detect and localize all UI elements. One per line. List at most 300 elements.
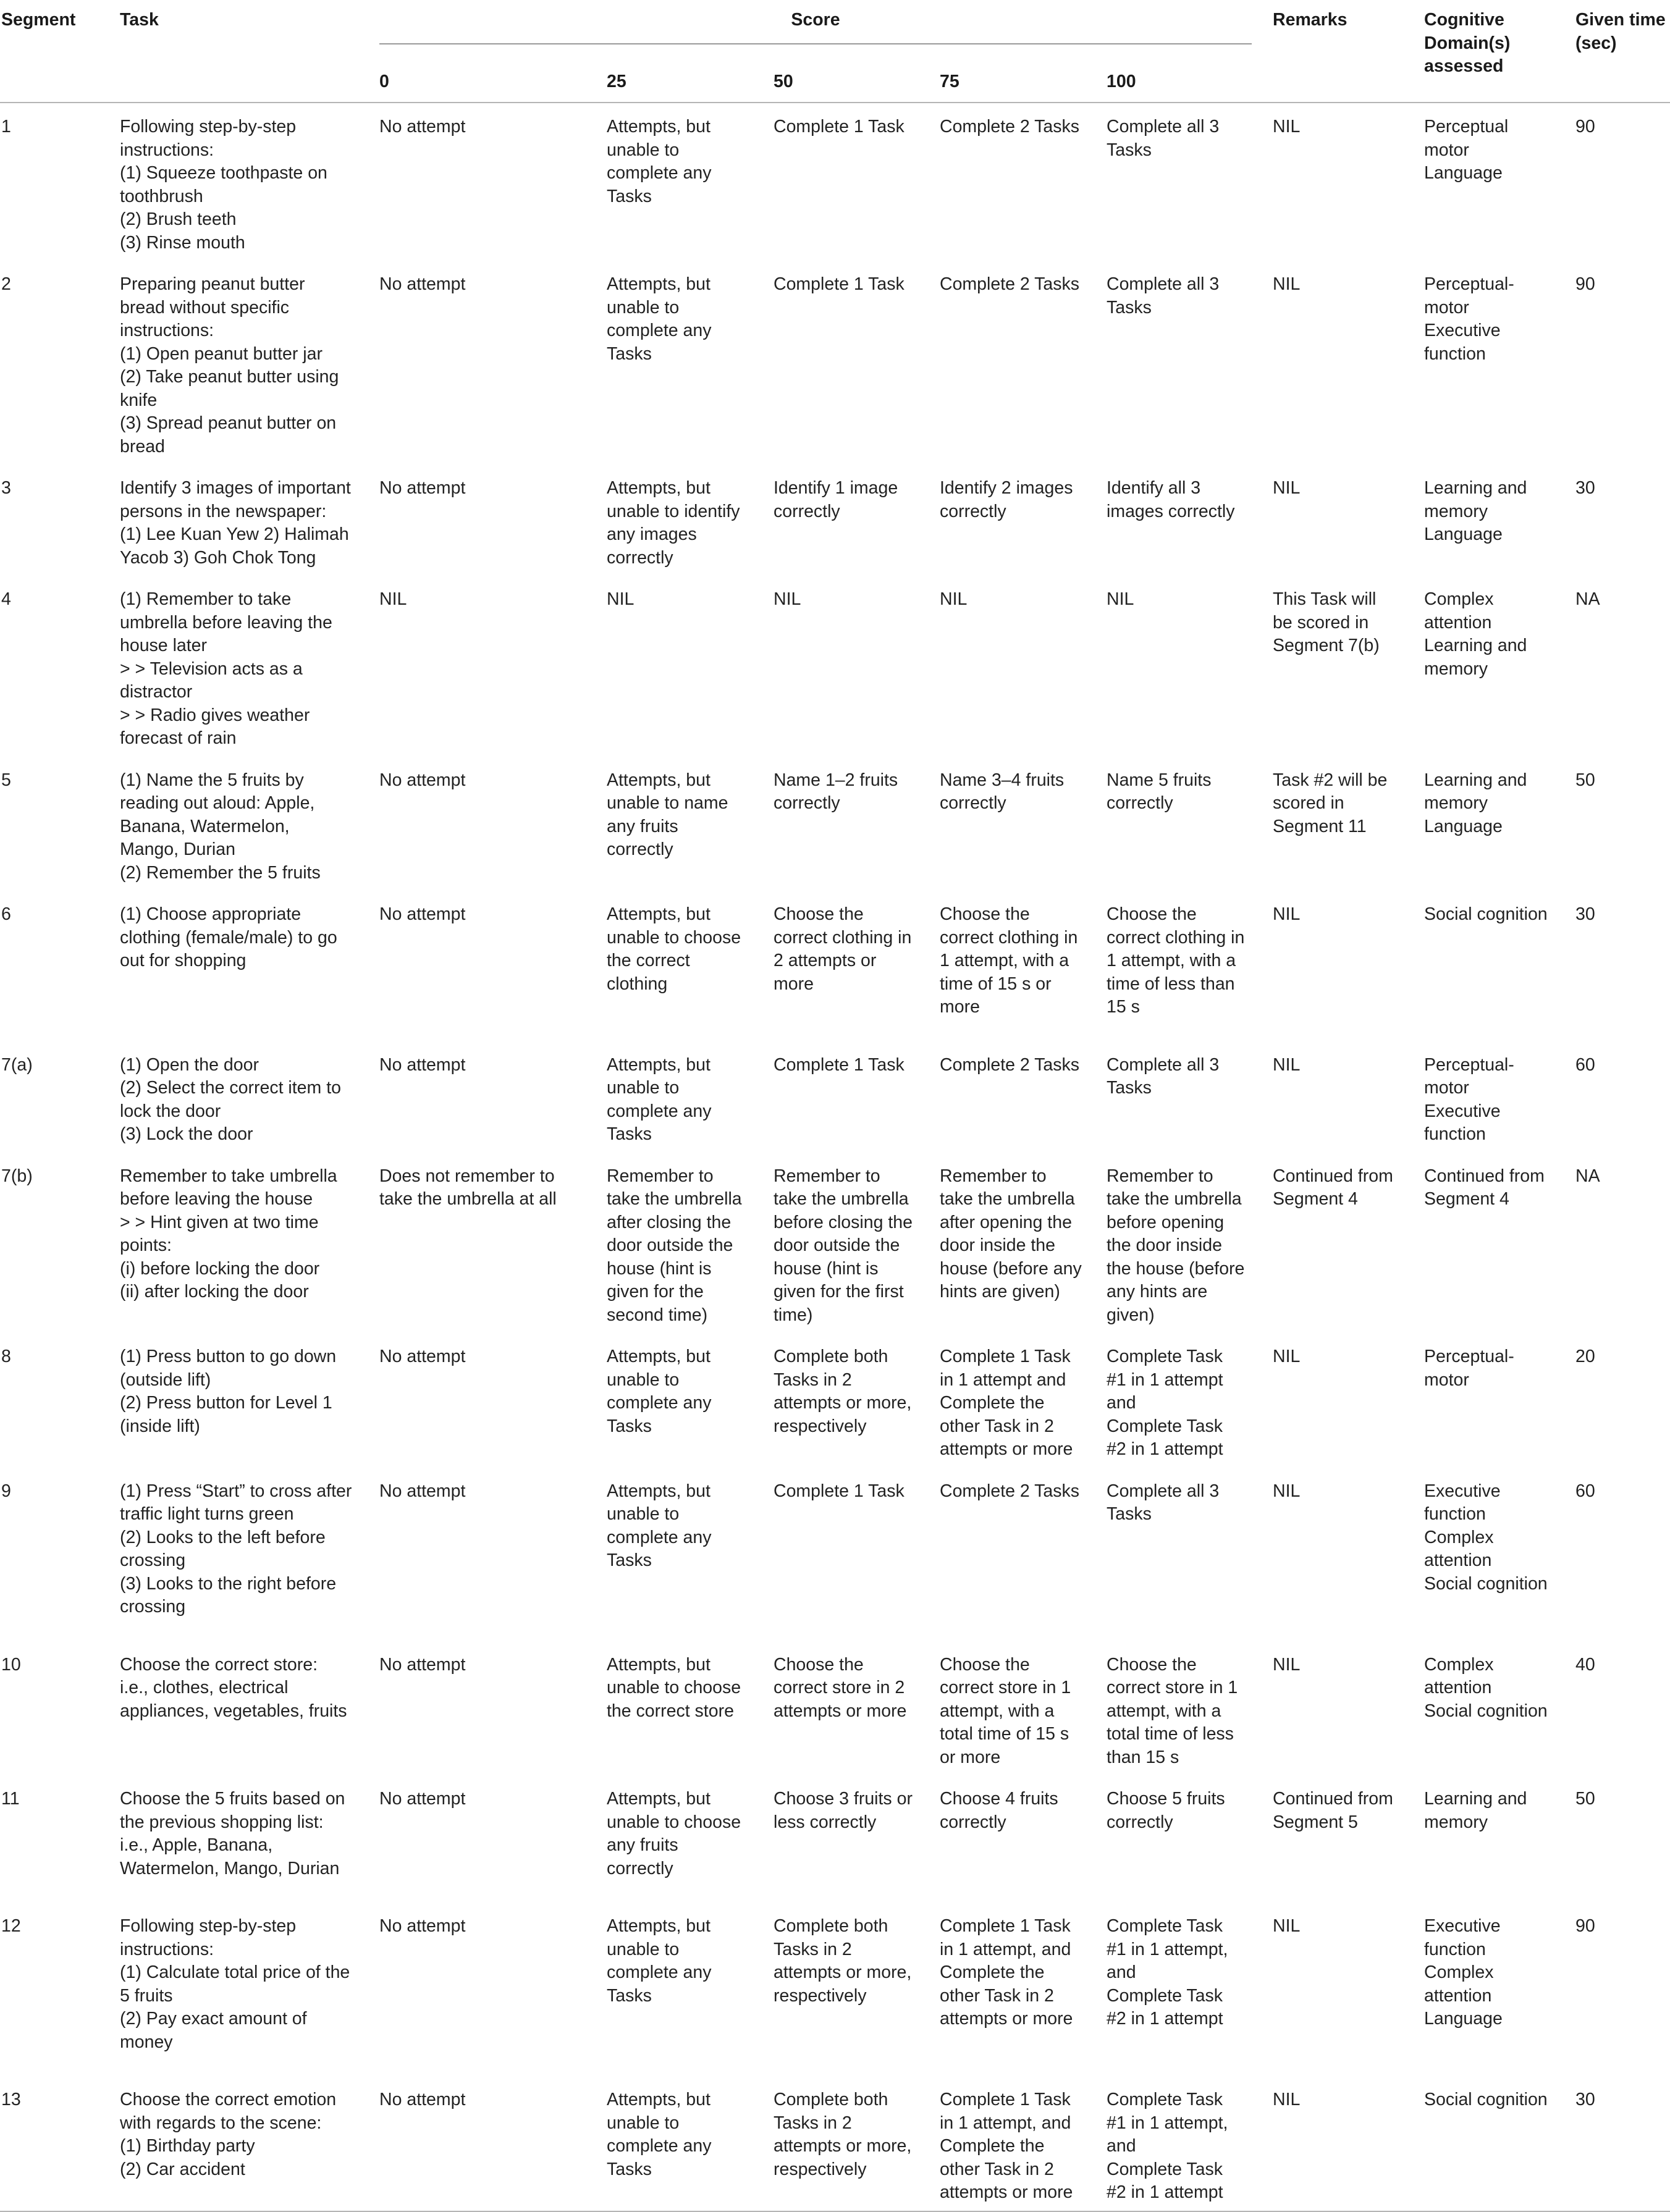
table-row	[0, 261, 1670, 465]
cell-score-25	[607, 103, 774, 261]
cell-score-75-text: NIL	[940, 589, 968, 609]
cell-given-time-text: 30	[1575, 904, 1595, 924]
cell-given-time	[1575, 757, 1670, 891]
cell-given-time	[1575, 1153, 1670, 1334]
cell-score-0	[379, 1468, 607, 1641]
cell-remarks-text: This Task will be scored in Segment 7(b)	[1273, 589, 1380, 655]
cell-score-75	[940, 1903, 1107, 2076]
cell-given-time-text: NA	[1575, 589, 1600, 609]
cell-cognitive-domain-text: Learning and memory	[1424, 1789, 1527, 1832]
cell-segment-text: 1	[1, 117, 11, 137]
cell-score-50	[774, 1333, 940, 1468]
cell-score-25	[607, 1041, 774, 1153]
cell-score-50-text: Choose 3 fruits or less correctly	[774, 1789, 913, 1832]
cell-segment	[0, 103, 120, 261]
table-row	[0, 1153, 1670, 1334]
cell-task-text: (1) Press “Start” to cross after traffic light turns green (2) Looks to the left before crossing (3) Looks to the right before crossing	[120, 1481, 352, 1617]
cell-score-50	[774, 1041, 940, 1153]
header-cognitive-domain: Cognitive Domain(s) assessed	[1424, 10, 1511, 76]
cell-score-100	[1107, 1153, 1273, 1334]
cell-task-text: (1) Name the 5 fruits by reading out aloud: Apple, Banana, Watermelon, Mango, Durian (2) Remember the 5 fruits	[120, 770, 321, 883]
cell-score-50	[774, 1775, 940, 1903]
cell-remarks-text: NIL	[1273, 1481, 1301, 1501]
cell-score-100-text: Identify all 3 images correctly	[1107, 478, 1235, 521]
cell-score-100-text: Choose the correct store in 1 attempt, with a total time of less than 15 s	[1107, 1654, 1238, 1767]
cell-cognitive-domain	[1424, 103, 1575, 261]
cell-segment	[0, 891, 120, 1041]
cell-cognitive-domain-text: Continued from Segment 4	[1424, 1166, 1545, 1209]
cell-remarks	[1273, 576, 1424, 757]
cell-score-100	[1107, 757, 1273, 891]
header-score-0: 0	[379, 71, 389, 91]
cell-remarks-text: Continued from Segment 4	[1273, 1166, 1393, 1209]
cell-task	[120, 2076, 379, 2211]
cell-segment-text: 2	[1, 274, 11, 294]
cell-score-50	[774, 1468, 940, 1641]
cell-score-25	[607, 891, 774, 1041]
cell-score-100-text: Complete all 3 Tasks	[1107, 1054, 1220, 1098]
cell-segment	[0, 1903, 120, 2076]
cell-score-50-text: Remember to take the umbrella before closing the door outside the house (hint is given for the first time)	[774, 1166, 913, 1325]
cell-segment	[0, 1468, 120, 1641]
header-remarks: Remarks	[1273, 10, 1347, 30]
cell-score-25-text: Attempts, but unable to complete any Tasks	[607, 274, 712, 364]
cell-cognitive-domain-text: Perceptual- motor Executive function	[1424, 1054, 1514, 1144]
cell-given-time-text: 30	[1575, 478, 1595, 498]
cell-given-time	[1575, 1333, 1670, 1468]
cell-score-50-text: Choose the correct store in 2 attempts or more	[774, 1654, 907, 1721]
cell-score-50	[774, 2076, 940, 2211]
cell-score-75-text: Complete 1 Task in 1 attempt, and Complete the other Task in 2 attempts or more	[940, 1916, 1073, 2029]
cell-segment-text: 6	[1, 904, 11, 924]
cell-cognitive-domain-text: Learning and memory Language	[1424, 770, 1527, 836]
cell-score-75	[940, 261, 1107, 465]
cell-given-time	[1575, 576, 1670, 757]
cell-given-time	[1575, 1903, 1670, 2076]
cell-task-text: Identify 3 images of important persons in the newspaper: (1) Lee Kuan Yew 2) Halimah Yacob 3) Goh Chok Tong	[120, 478, 351, 568]
cell-remarks-text: NIL	[1273, 1054, 1301, 1075]
cell-remarks	[1273, 1903, 1424, 2076]
cell-score-25-text: Attempts, but unable to name any fruits correctly	[607, 770, 728, 859]
cell-remarks	[1273, 1775, 1424, 1903]
cell-score-75-text: Complete 1 Task in 1 attempt, and Complete the other Task in 2 attempts or more	[940, 2090, 1073, 2202]
cell-segment	[0, 261, 120, 465]
cell-cognitive-domain-text: Perceptual- motor Executive function	[1424, 274, 1514, 364]
cell-score-50	[774, 1903, 940, 2076]
cell-segment	[0, 1641, 120, 1776]
cell-task	[120, 1041, 379, 1153]
cell-task	[120, 576, 379, 757]
cell-remarks-text: NIL	[1273, 904, 1301, 924]
cell-segment	[0, 1153, 120, 1334]
cell-segment-text: 7(a)	[1, 1054, 33, 1075]
header-score-25: 25	[607, 71, 626, 91]
table-row	[0, 1468, 1670, 1641]
cell-task-text: Following step-by-step instructions: (1) Squeeze toothpaste on toothbrush (2) Brush teeth (3) Rinse mouth	[120, 117, 327, 253]
cell-segment	[0, 757, 120, 891]
cell-segment-text: 13	[1, 2090, 21, 2109]
cell-given-time	[1575, 1041, 1670, 1153]
cell-cognitive-domain-text: Complex attention Learning and memory	[1424, 589, 1527, 679]
table-row	[0, 2076, 1670, 2211]
cell-score-0	[379, 576, 607, 757]
cell-given-time-text: 90	[1575, 117, 1595, 137]
cell-score-50-text: Complete 1 Task	[774, 1054, 905, 1075]
cell-segment	[0, 465, 120, 576]
cell-score-25	[607, 2076, 774, 2211]
cell-score-0	[379, 261, 607, 465]
cell-remarks-text: NIL	[1273, 1916, 1301, 1936]
cell-score-50	[774, 261, 940, 465]
cell-given-time	[1575, 1468, 1670, 1641]
cell-score-25	[607, 1153, 774, 1334]
cell-given-time-text: NA	[1575, 1166, 1600, 1186]
cell-score-25-text: Attempts, but unable to complete any Tasks	[607, 1347, 712, 1436]
cell-task	[120, 1775, 379, 1903]
cell-task	[120, 1153, 379, 1334]
cell-score-50-text: Complete 1 Task	[774, 274, 905, 294]
cell-task-text: (1) Press button to go down (outside lift) (2) Press button for Level 1 (inside lift)	[120, 1347, 337, 1436]
cell-score-50	[774, 891, 940, 1041]
cell-score-50	[774, 103, 940, 261]
cell-task	[120, 261, 379, 465]
cell-score-75-text: Choose the correct store in 1 attempt, with a total time of 15 s or more	[940, 1654, 1071, 1767]
cell-score-75-text: Complete 2 Tasks	[940, 274, 1079, 294]
cell-score-75	[940, 103, 1107, 261]
cell-segment	[0, 1775, 120, 1903]
cell-score-75-text: Complete 2 Tasks	[940, 1054, 1079, 1075]
cell-task-text: Choose the correct store: i.e., clothes, electrical appliances, vegetables, fruits	[120, 1654, 347, 1721]
cell-remarks	[1273, 891, 1424, 1041]
cell-score-0	[379, 1333, 607, 1468]
cell-score-50	[774, 1153, 940, 1334]
cell-cognitive-domain	[1424, 1903, 1575, 2076]
cell-task	[120, 757, 379, 891]
cell-score-100	[1107, 1333, 1273, 1468]
cell-score-25-text: Attempts, but unable to complete any Tasks	[607, 2090, 712, 2179]
cell-remarks-text: Task #2 will be scored in Segment 11	[1273, 770, 1388, 836]
cell-task-text: (1) Remember to take umbrella before leaving the house later > > Television acts as a distractor > > Radio gives weather forecast of rain	[120, 589, 332, 748]
cell-task-text: (1) Choose appropriate clothing (female/male) to go out for shopping	[120, 904, 337, 970]
cell-task	[120, 1641, 379, 1776]
cell-score-0	[379, 465, 607, 576]
table-header	[0, 0, 1670, 103]
cell-segment-text: 10	[1, 1654, 21, 1675]
header-segment: Segment	[1, 10, 76, 30]
cell-remarks	[1273, 757, 1424, 891]
cell-segment-text: 8	[1, 1347, 11, 1366]
cell-score-0	[379, 1903, 607, 2076]
cell-score-100	[1107, 465, 1273, 576]
cell-given-time-text: 90	[1575, 274, 1595, 294]
cell-score-75	[940, 576, 1107, 757]
cell-score-50	[774, 1641, 940, 1776]
cell-segment-text: 11	[1, 1789, 20, 1809]
table-row	[0, 103, 1670, 261]
cell-score-50-text: Complete both Tasks in 2 attempts or more, respectively	[774, 2090, 912, 2179]
cell-remarks	[1273, 1153, 1424, 1334]
table-row	[0, 465, 1670, 576]
cell-given-time	[1575, 1641, 1670, 1776]
header-given-time: Given time (sec)	[1575, 10, 1666, 53]
cell-cognitive-domain-text: Perceptual- motor	[1424, 1347, 1514, 1390]
cell-score-100-text: Complete all 3 Tasks	[1107, 117, 1220, 160]
cell-score-25	[607, 576, 774, 757]
cell-cognitive-domain-text: Social cognition	[1424, 904, 1548, 924]
cell-score-50	[774, 757, 940, 891]
cell-remarks-text: NIL	[1273, 1654, 1301, 1675]
cell-score-50-text: Complete 1 Task	[774, 117, 905, 137]
cell-score-75-text: Name 3–4 fruits correctly	[940, 770, 1065, 813]
cell-score-0-text: NIL	[379, 589, 407, 609]
cell-score-100-text: Complete Task #1 in 1 attempt and Complete Task #2 in 1 attempt	[1107, 1347, 1223, 1459]
cell-score-75-text: Complete 2 Tasks	[940, 1481, 1079, 1501]
cell-score-100	[1107, 1468, 1273, 1641]
cell-score-75	[940, 1775, 1107, 1903]
cell-score-25	[607, 757, 774, 891]
cell-segment-text: 4	[1, 589, 11, 609]
cell-segment	[0, 1041, 120, 1153]
cell-segment-text: 12	[1, 1916, 21, 1936]
cell-score-0	[379, 1041, 607, 1153]
cell-task	[120, 1903, 379, 2076]
table-row	[0, 757, 1670, 891]
cell-score-25	[607, 1775, 774, 1903]
cell-segment-text: 3	[1, 478, 11, 498]
cell-score-100-text: NIL	[1107, 589, 1134, 609]
table-row	[0, 1641, 1670, 1776]
cell-task	[120, 103, 379, 261]
cell-remarks-text: NIL	[1273, 2090, 1301, 2109]
cell-score-0	[379, 2076, 607, 2211]
cell-cognitive-domain	[1424, 1775, 1575, 1903]
cell-cognitive-domain	[1424, 891, 1575, 1041]
cell-task-text: Following step-by-step instructions: (1) Calculate total price of the 5 fruits (2) Pay exact amount of money	[120, 1916, 350, 2052]
cell-cognitive-domain	[1424, 1641, 1575, 1776]
cell-cognitive-domain	[1424, 576, 1575, 757]
cell-given-time-text: 50	[1575, 1789, 1595, 1809]
header-score-75: 75	[940, 71, 959, 91]
cell-cognitive-domain-text: Social cognition	[1424, 2090, 1548, 2109]
cell-segment	[0, 2076, 120, 2211]
cell-score-50-text: Complete both Tasks in 2 attempts or more, respectively	[774, 1347, 912, 1436]
cell-task-text: Choose the 5 fruits based on the previous shopping list: i.e., Apple, Banana, Watermelon, Mango, Durian	[120, 1789, 345, 1878]
cell-score-50-text: Name 1–2 fruits correctly	[774, 770, 898, 813]
cell-score-75-text: Choose 4 fruits correctly	[940, 1789, 1058, 1832]
cell-score-0	[379, 103, 607, 261]
cell-given-time	[1575, 1775, 1670, 1903]
cell-remarks	[1273, 2076, 1424, 2211]
cell-score-0-text: No attempt	[379, 274, 466, 294]
cell-score-100-text: Complete all 3 Tasks	[1107, 1481, 1220, 1524]
cell-score-100	[1107, 576, 1273, 757]
cell-score-100-text: Choose 5 fruits correctly	[1107, 1789, 1225, 1832]
table-row	[0, 1903, 1670, 2076]
cell-score-0-text: No attempt	[379, 478, 466, 498]
cell-given-time	[1575, 891, 1670, 1041]
cell-score-25	[607, 1468, 774, 1641]
cell-score-100-text: Complete Task #1 in 1 attempt, and Complete Task #2 in 1 attempt	[1107, 2090, 1228, 2202]
cell-remarks	[1273, 465, 1424, 576]
cell-task	[120, 1468, 379, 1641]
cell-remarks	[1273, 261, 1424, 465]
cell-score-100	[1107, 2076, 1273, 2211]
table-row	[0, 1333, 1670, 1468]
cell-score-75	[940, 1641, 1107, 1776]
cell-given-time-text: 60	[1575, 1481, 1595, 1501]
cell-score-0-text: No attempt	[379, 904, 466, 924]
header-task: Task	[120, 10, 159, 30]
cell-cognitive-domain	[1424, 1041, 1575, 1153]
cell-given-time	[1575, 465, 1670, 576]
cell-score-100	[1107, 891, 1273, 1041]
cell-segment-text: 9	[1, 1481, 11, 1501]
cell-task-text: (1) Open the door (2) Select the correct item to lock the door (3) Lock the door	[120, 1054, 341, 1144]
cell-score-100-text: Choose the correct clothing in 1 attempt, with a time of less than 15 s	[1107, 904, 1245, 1017]
cell-score-75	[940, 2076, 1107, 2211]
cell-score-75-text: Choose the correct clothing in 1 attempt, with a time of 15 s or more	[940, 904, 1078, 1017]
cell-remarks	[1273, 1468, 1424, 1641]
cell-remarks	[1273, 1641, 1424, 1776]
cell-remarks	[1273, 1333, 1424, 1468]
cell-score-75-text: Complete 1 Task in 1 attempt and Complete the other Task in 2 attempts or more	[940, 1347, 1073, 1459]
cell-cognitive-domain	[1424, 465, 1575, 576]
cell-score-0-text: No attempt	[379, 770, 466, 790]
table-row	[0, 576, 1670, 757]
cell-score-50	[774, 465, 940, 576]
cell-cognitive-domain-text: Perceptual motor Language	[1424, 117, 1509, 183]
cell-score-0-text: No attempt	[379, 1481, 466, 1501]
cell-cognitive-domain	[1424, 2076, 1575, 2211]
cell-score-75	[940, 465, 1107, 576]
cell-score-75	[940, 1468, 1107, 1641]
cell-score-25	[607, 465, 774, 576]
cell-remarks-text: NIL	[1273, 117, 1301, 137]
cell-score-75-text: Complete 2 Tasks	[940, 117, 1079, 137]
cell-cognitive-domain	[1424, 757, 1575, 891]
cell-score-25-text: Attempts, but unable to choose the correct clothing	[607, 904, 741, 994]
cell-score-100	[1107, 1903, 1273, 2076]
cell-score-75	[940, 1041, 1107, 1153]
cell-score-100	[1107, 1641, 1273, 1776]
cell-score-25-text: Attempts, but unable to complete any Tasks	[607, 1916, 712, 2006]
cell-score-0	[379, 1153, 607, 1334]
cell-score-100	[1107, 103, 1273, 261]
cell-remarks-text: NIL	[1273, 478, 1301, 498]
cell-score-100-text: Complete all 3 Tasks	[1107, 274, 1220, 318]
cell-score-0	[379, 891, 607, 1041]
cell-score-0-text: No attempt	[379, 1054, 466, 1075]
cell-given-time	[1575, 261, 1670, 465]
cell-given-time	[1575, 103, 1670, 261]
cell-score-75	[940, 891, 1107, 1041]
cell-task	[120, 465, 379, 576]
cell-score-100-text: Name 5 fruits correctly	[1107, 770, 1212, 813]
cell-score-25	[607, 261, 774, 465]
cell-task	[120, 1333, 379, 1468]
cell-segment-text: 7(b)	[1, 1166, 33, 1186]
header-row-primary	[0, 0, 1670, 58]
cell-score-25-text: Attempts, but unable to complete any Tasks	[607, 1054, 712, 1144]
cell-segment	[0, 1333, 120, 1468]
cell-cognitive-domain-text: Complex attention Social cognition	[1424, 1654, 1548, 1721]
cell-task	[120, 891, 379, 1041]
cell-cognitive-domain-text: Executive function Complex attention Language	[1424, 1916, 1503, 2029]
table-row	[0, 1775, 1670, 1903]
cell-cognitive-domain	[1424, 1153, 1575, 1334]
cell-score-100	[1107, 261, 1273, 465]
cell-task-text: Remember to take umbrella before leaving the house > > Hint given at two time points: (i) before locking the door (ii) after locking the door	[120, 1166, 337, 1302]
cell-score-0-text: No attempt	[379, 1347, 466, 1366]
cell-score-50-text: Complete 1 Task	[774, 1481, 905, 1501]
cell-given-time-text: 30	[1575, 2090, 1595, 2109]
cell-given-time-text: 50	[1575, 770, 1595, 790]
cell-score-50-text: NIL	[774, 589, 801, 609]
cell-score-100-text: Complete Task #1 in 1 attempt, and Complete Task #2 in 1 attempt	[1107, 1916, 1228, 2029]
cell-score-0-text: No attempt	[379, 117, 466, 137]
cell-score-25-text: Attempts, but unable to choose the correct store	[607, 1654, 741, 1721]
cell-cognitive-domain	[1424, 261, 1575, 465]
cell-score-50-text: Complete both Tasks in 2 attempts or more, respectively	[774, 1916, 912, 2006]
cell-remarks-text: Continued from Segment 5	[1273, 1789, 1393, 1832]
cell-score-25	[607, 1641, 774, 1776]
cell-score-25	[607, 1333, 774, 1468]
cell-score-0-text: No attempt	[379, 1789, 466, 1809]
cell-score-0-text: Does not remember to take the umbrella at all	[379, 1166, 557, 1209]
cell-task-text: Preparing peanut butter bread without specific instructions: (1) Open peanut butter jar (2) Take peanut butter using knife (3) Spread peanut butter on bread	[120, 274, 339, 456]
cell-cognitive-domain-text: Learning and memory Language	[1424, 478, 1527, 544]
cell-remarks	[1273, 1041, 1424, 1153]
cell-score-100-text: Remember to take the umbrella before opening the door inside the house (before any hints are given)	[1107, 1166, 1245, 1325]
cell-score-0-text: No attempt	[379, 1916, 466, 1936]
header-score	[379, 0, 1273, 58]
cell-score-25-text: Attempts, but unable to complete any Tasks	[607, 1481, 712, 1570]
cell-score-100	[1107, 1041, 1273, 1153]
cell-task-text: Choose the correct emotion with regards to the scene: (1) Birthday party (2) Car accident	[120, 2090, 337, 2179]
cell-score-25	[607, 1903, 774, 2076]
cell-score-25-text: Attempts, but unable to choose any fruits correctly	[607, 1789, 741, 1878]
cell-given-time-text: 60	[1575, 1054, 1595, 1075]
cell-score-75	[940, 1153, 1107, 1334]
cell-cognitive-domain	[1424, 1468, 1575, 1641]
cell-segment	[0, 576, 120, 757]
table-row	[0, 891, 1670, 1041]
header-score-50: 50	[774, 71, 793, 91]
cell-score-0	[379, 757, 607, 891]
cell-score-25-text: NIL	[607, 589, 635, 609]
cell-score-25-text: Attempts, but unable to complete any Tasks	[607, 117, 712, 206]
cell-remarks-text: NIL	[1273, 1347, 1301, 1366]
cell-score-75	[940, 1333, 1107, 1468]
cell-given-time-text: 90	[1575, 1916, 1595, 1936]
cell-score-50-text: Choose the correct clothing in 2 attempts or more	[774, 904, 912, 994]
cell-segment-text: 5	[1, 770, 11, 790]
cell-score-0-text: No attempt	[379, 1654, 466, 1675]
cell-remarks	[1273, 103, 1424, 261]
cell-score-100	[1107, 1775, 1273, 1903]
cell-score-75	[940, 757, 1107, 891]
cell-remarks-text: NIL	[1273, 274, 1301, 294]
cell-score-0-text: No attempt	[379, 2090, 466, 2109]
cell-cognitive-domain-text: Executive function Complex attention Social cognition	[1424, 1481, 1548, 1594]
cell-score-50	[774, 576, 940, 757]
cell-given-time	[1575, 2076, 1670, 2211]
cell-score-75-text: Identify 2 images correctly	[940, 478, 1073, 521]
cell-score-25-text: Remember to take the umbrella after closing the door outside the house (hint is given for the second time)	[607, 1166, 742, 1325]
score-group-label: Score	[379, 9, 1252, 44]
header-score-100: 100	[1107, 71, 1136, 91]
table-body	[0, 103, 1670, 2211]
